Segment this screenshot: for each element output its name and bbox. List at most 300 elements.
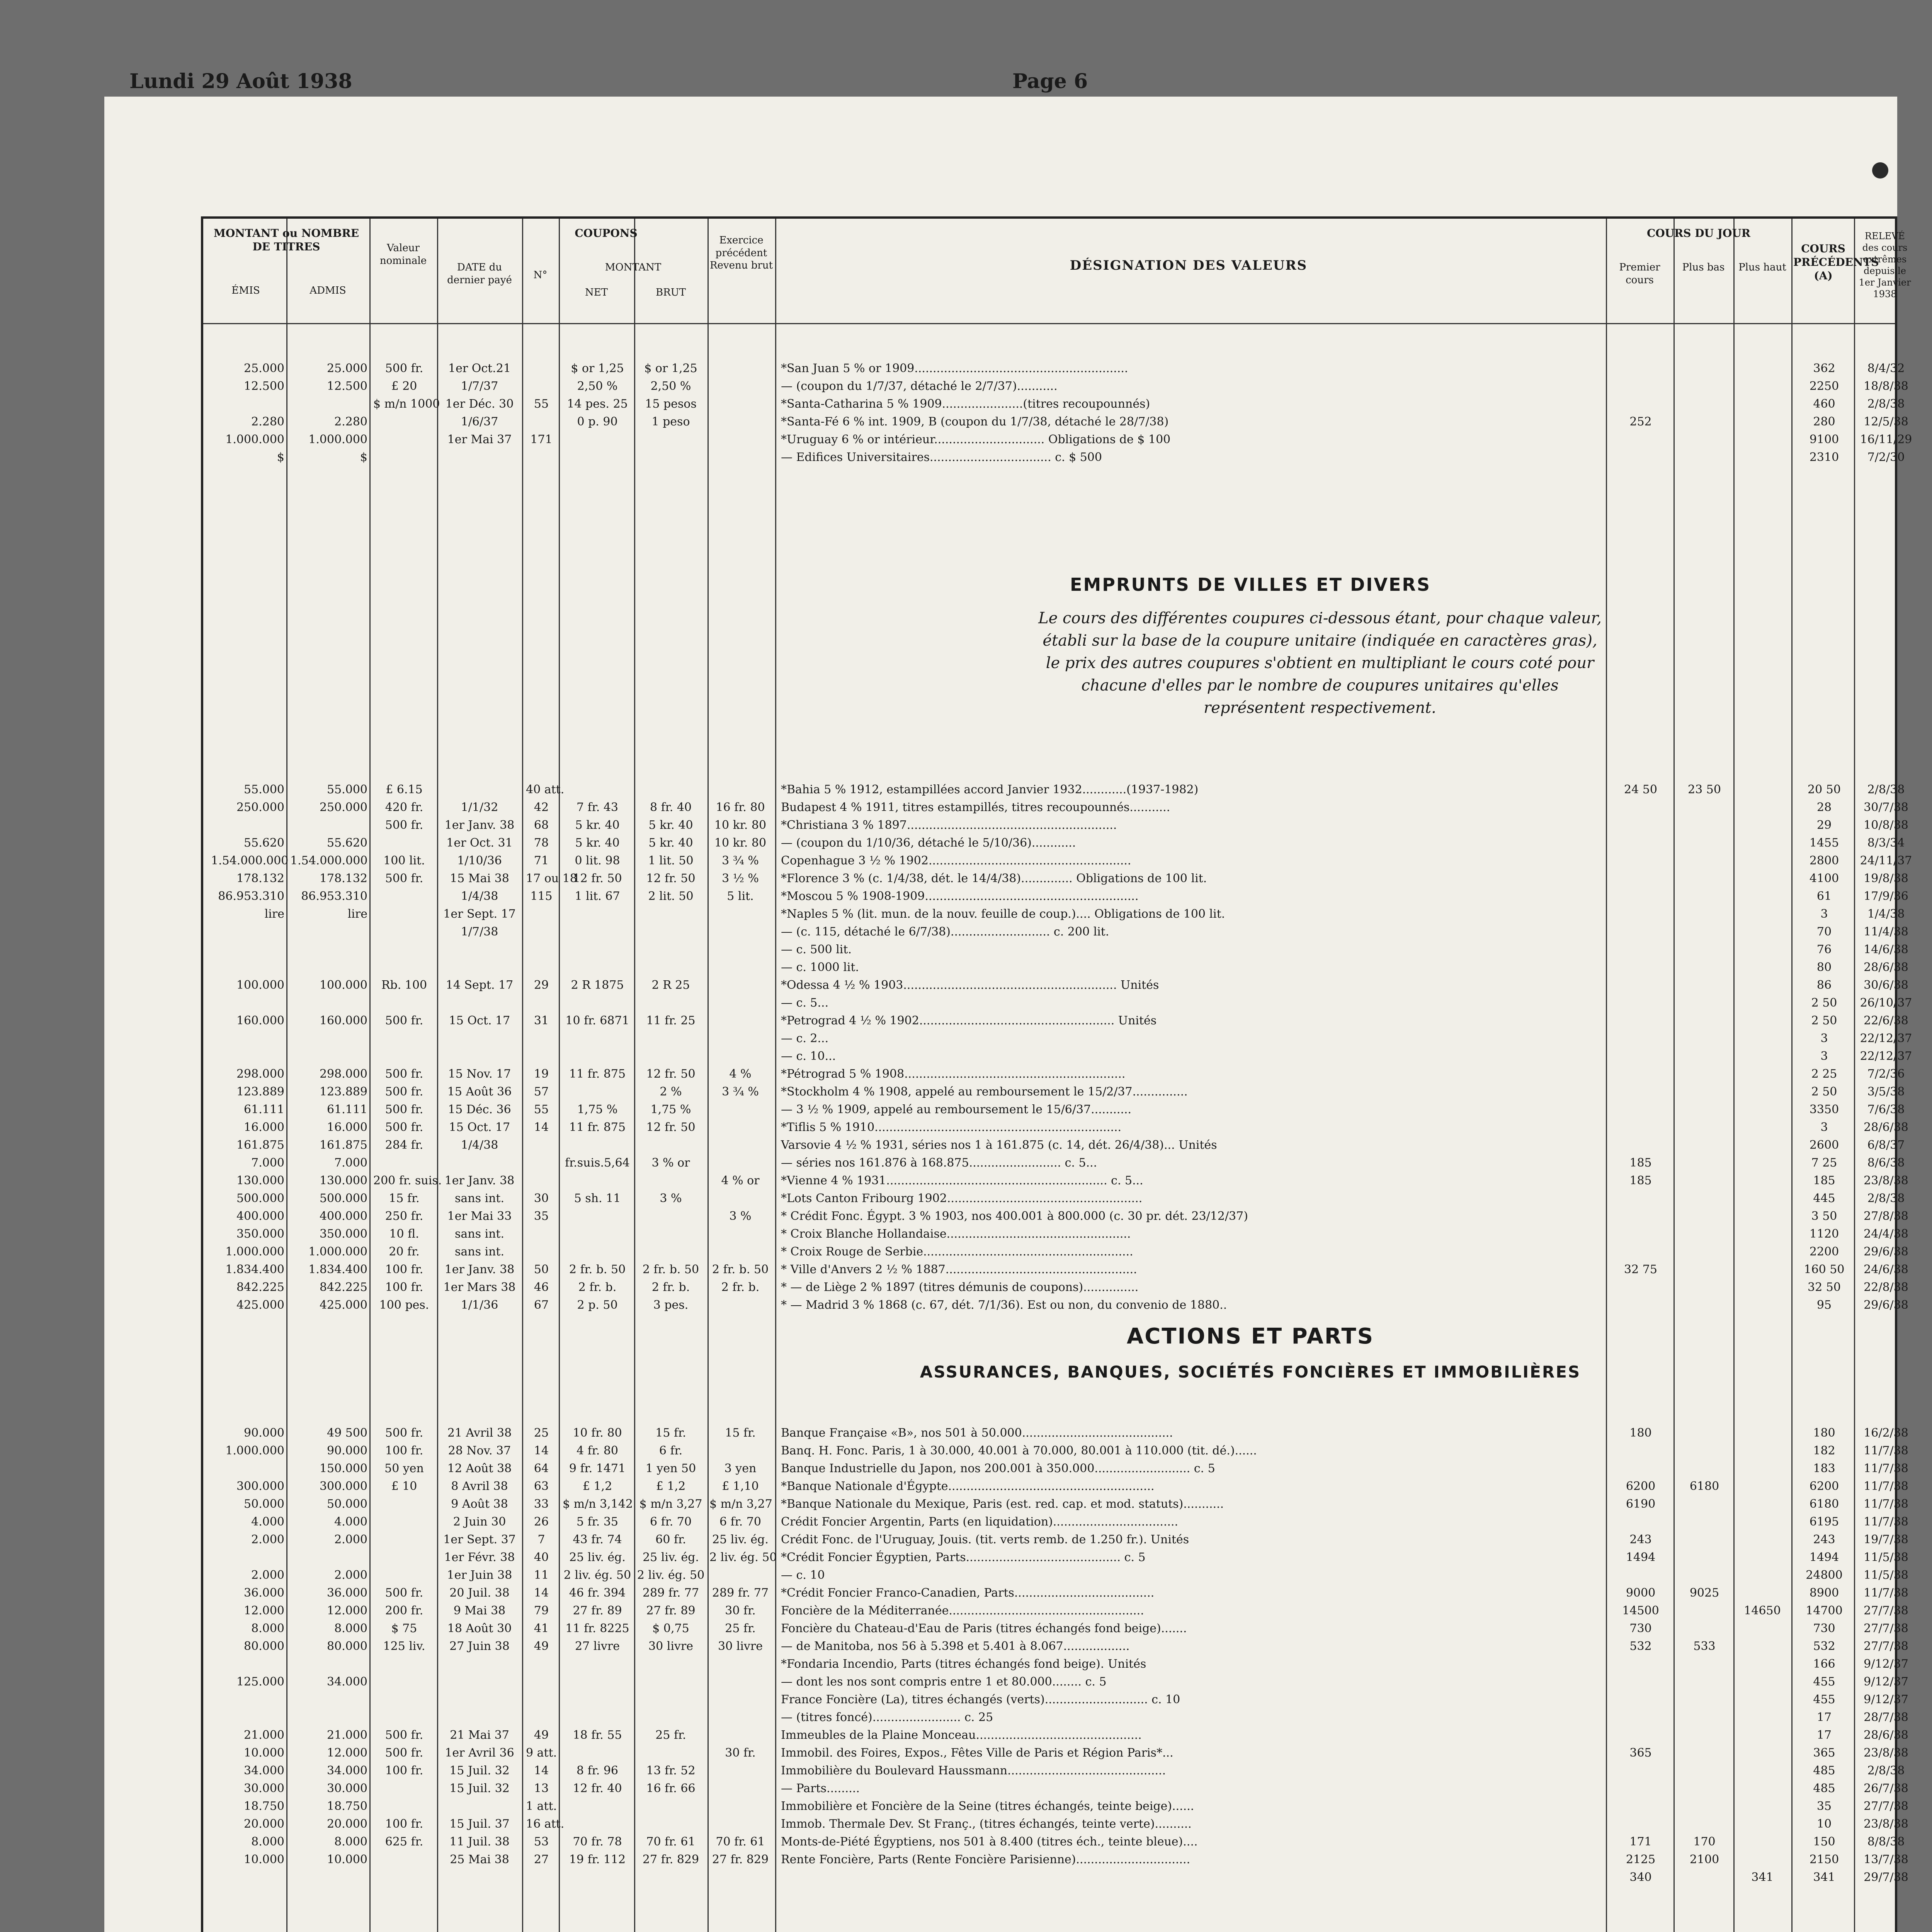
cell-no: 19 — [534, 1067, 549, 1081]
cell-emis: 10.000 — [244, 1746, 284, 1760]
table-row — [203, 1174, 1908, 1192]
cell-rev: 10 kr. 80 — [714, 836, 767, 850]
cell-admis: 1.834.400 — [308, 1263, 367, 1276]
cell-no: 46 — [534, 1281, 549, 1294]
cell-prec: 2 50 — [1811, 1085, 1837, 1099]
table-row — [203, 1622, 1908, 1639]
cell-emis: 16.000 — [244, 1121, 284, 1134]
cell-brut: 5 kr. 40 — [648, 836, 693, 850]
cell-pc: 171 — [1629, 1835, 1652, 1849]
cell-date: 1/1/36 — [461, 1298, 498, 1312]
table-row — [203, 1871, 1908, 1888]
cell-nom: £ 20 — [391, 379, 417, 393]
cell-prec: 2800 — [1809, 854, 1839, 867]
cell-emis: 12.500 — [244, 379, 284, 393]
cell-brut: 11 fr. 25 — [646, 1014, 696, 1027]
cell-nom: 15 fr. — [389, 1192, 420, 1205]
cell-rev: 16 fr. 80 — [716, 801, 765, 814]
cell-des: — 3 ½ % 1909, appelé au remboursement le 15/6/37........... — [781, 1103, 1132, 1116]
cell-emis: 161.875 — [236, 1138, 284, 1152]
cell-emis: 55.000 — [244, 783, 284, 796]
table-row — [203, 1497, 1908, 1515]
cell-des: *Vienne 4 % 1931............................................................ c. 5... — [781, 1174, 1143, 1187]
table-row — [203, 1121, 1908, 1138]
cell-nom: 10 fl. — [389, 1227, 419, 1241]
cell-net: 10 fr. 6871 — [565, 1014, 629, 1027]
cell-brut: 1 peso — [651, 415, 690, 429]
table-row — [203, 1675, 1908, 1693]
cell-nom: 500 fr. — [385, 1586, 423, 1600]
col-emis: ÉMIS — [231, 285, 260, 296]
cell-no: 14 — [534, 1764, 549, 1777]
cell-brut: 70 fr. 61 — [646, 1835, 696, 1849]
cell-pd: 16/2/38 — [1864, 1426, 1908, 1440]
cell-date: 1er Janv. 38 — [444, 1263, 515, 1276]
cell-emis: 1.834.400 — [225, 1263, 284, 1276]
cell-emis: 2.000 — [251, 1533, 284, 1546]
cell-admis: 2.280 — [334, 415, 367, 429]
table-row — [203, 1728, 1908, 1746]
cell-date: 12 Août 38 — [447, 1462, 512, 1475]
cell-brut: 8 fr. 40 — [650, 801, 692, 814]
cell-no: 35 — [534, 1209, 549, 1223]
cell-net: 2 R 1875 — [571, 978, 624, 992]
cell-emis: 1.000.000 — [225, 1245, 284, 1259]
cell-prec: 485 — [1813, 1782, 1835, 1795]
cell-des: Immobilière et Foncière de la Seine (titres échangés, teinte beige)...... — [781, 1799, 1194, 1813]
cell-net: 5 kr. 40 — [575, 836, 620, 850]
cell-date: 1er Sept. 37 — [443, 1533, 516, 1546]
cell-date: 1er Oct. 31 — [446, 836, 513, 850]
cell-pc: 340 — [1629, 1871, 1652, 1884]
cell-date: 1/1/32 — [461, 801, 498, 814]
cell-nom: 500 fr. — [385, 872, 423, 885]
cell-admis: 1.54.000.000 — [290, 854, 368, 867]
cell-admis: 1.000.000 — [308, 433, 367, 446]
cell-prec: 532 — [1813, 1639, 1835, 1653]
cell-des: Crédit Foncier Argentin, Parts (en liquidation).................................. — [781, 1515, 1179, 1529]
cell-nom: Rb. 100 — [381, 978, 427, 992]
cell-brut: 25 fr. — [655, 1728, 686, 1742]
section-assurances: ASSURANCES, BANQUES, SOCIÉTÉS FONCIÈRES ET IMMOBILIÈRES — [920, 1362, 1581, 1381]
cell-emis: 100.000 — [236, 978, 284, 992]
cell-admis: 7.000 — [334, 1156, 367, 1170]
cell-brut: 2 fr. b. 50 — [642, 1263, 699, 1276]
cell-nom: £ 10 — [391, 1480, 417, 1493]
table-row — [203, 1067, 1905, 1085]
table-row — [203, 1853, 1908, 1871]
cell-nom: $ m/n 1000 — [373, 397, 440, 411]
table-row — [203, 1245, 1908, 1263]
cell-rev: £ 1,10 — [722, 1480, 759, 1493]
cell-nom: 50 yen — [384, 1462, 424, 1475]
cell-net: 5 sh. 11 — [574, 1192, 621, 1205]
cell-prec: 183 — [1813, 1462, 1835, 1475]
cell-prec: 17 — [1816, 1711, 1832, 1724]
cell-no: 55 — [534, 1103, 549, 1116]
col-releve: RELEVÉ des cours extrêmes depuis le 1er Janvier 1938 — [1859, 231, 1911, 299]
cell-date: 28 Nov. 37 — [448, 1444, 511, 1458]
cell-des: — (titres foncé)........................ c. 25 — [781, 1711, 993, 1724]
cell-pb: 23 50 — [1688, 783, 1721, 796]
cell-date: 15 Juil. 32 — [449, 1764, 510, 1777]
col-premier: Premier cours — [1619, 262, 1660, 286]
cell-emis: 12.000 — [244, 1604, 284, 1617]
cell-date: 1er Juin 38 — [447, 1568, 512, 1582]
cell-brut: 1 yen 50 — [645, 1462, 696, 1475]
cell-pd: 23/8/38 — [1864, 1817, 1908, 1831]
cell-admis: 55.000 — [327, 783, 367, 796]
cell-pc: 730 — [1629, 1622, 1652, 1635]
cell-prec: 166 — [1813, 1657, 1835, 1671]
cell-brut: 1 lit. 50 — [648, 854, 694, 867]
table-row — [203, 1014, 1908, 1032]
cell-prec: 20 50 — [1808, 783, 1841, 796]
cell-prec: 2310 — [1809, 451, 1839, 464]
cell-net: 10 fr. 80 — [573, 1426, 622, 1440]
cell-date: 1er Janv. 38 — [444, 1174, 515, 1187]
col-exercice: Exercice précédent Revenu brut — [709, 235, 773, 271]
table-row — [203, 978, 1908, 996]
cell-pd: 2/8/38 — [1867, 1192, 1905, 1205]
cell-admis: 160.000 — [319, 1014, 367, 1027]
cell-brut: 13 fr. 52 — [646, 1764, 696, 1777]
table-row — [203, 1281, 1908, 1298]
cell-emis: 4.000 — [251, 1515, 284, 1529]
cell-net: 11 fr. 875 — [569, 1121, 626, 1134]
cell-prec: 3350 — [1809, 1103, 1839, 1116]
cell-des: *Lots Canton Fribourg 1902..................................................... — [781, 1192, 1143, 1205]
cell-pd: 9/12/37 — [1864, 1693, 1908, 1706]
cell-emis: 298.000 — [236, 1067, 284, 1081]
cell-nom: 100 fr. — [385, 1281, 423, 1294]
cell-net: 1 lit. 67 — [575, 889, 620, 903]
cell-admis: 50.000 — [327, 1497, 367, 1511]
cell-no: 14 — [534, 1444, 549, 1458]
table-row — [203, 1817, 1908, 1835]
cell-pd: 28/6/38 — [1864, 1728, 1908, 1742]
cell-prec: 32 50 — [1808, 1281, 1841, 1294]
cell-prec: 455 — [1813, 1693, 1835, 1706]
col-brut: BRUT — [656, 287, 686, 298]
cell-date: 11 Juil. 38 — [449, 1835, 510, 1849]
cell-admis: 21.000 — [327, 1728, 367, 1742]
table-row — [203, 872, 1908, 889]
cell-des: *Odessa 4 ½ % 1903.......................................................... Unités — [781, 978, 1159, 992]
section-emprunts-note: Le cours des différentes coupures ci-dessous étant, pour chaque valeur, établi sur la base de la coupure unitaire (indiquée en caractères gras), le prix des autres coupures s'obtient en multipliant le cours coté pour chacune d'elles par le nombre de coupures unitaires qu'elles représentent respectivement. — [1038, 609, 1602, 717]
cell-pb: 170 — [1693, 1835, 1716, 1849]
cell-des: Banque Française «B», nos 501 à 50.000......................................... — [781, 1426, 1173, 1440]
cell-no: 27 — [534, 1853, 549, 1866]
cell-pd: 11/7/38 — [1864, 1462, 1908, 1475]
table-row — [203, 1103, 1905, 1121]
table-row — [203, 1085, 1905, 1103]
cell-pd: 2/8/38 — [1867, 397, 1905, 411]
cell-pd: 27/7/38 — [1864, 1604, 1908, 1617]
table-row — [203, 1782, 1908, 1799]
cell-net: 1,75 % — [577, 1103, 618, 1116]
cell-pc: 6200 — [1626, 1480, 1656, 1493]
cell-admis: 25.000 — [327, 362, 367, 375]
cell-prec: 460 — [1813, 397, 1835, 411]
cell-brut: 12 fr. 50 — [646, 1067, 696, 1081]
cell-pd: 27/7/38 — [1864, 1639, 1908, 1653]
cell-brut: $ or 1,25 — [644, 362, 697, 375]
cell-pd: 30/6/38 — [1864, 978, 1908, 992]
cell-emis: 842.225 — [236, 1281, 284, 1294]
cell-brut: 2 fr. b. — [651, 1281, 690, 1294]
cell-pd: 12/5/38 — [1864, 415, 1908, 429]
cell-prec: 185 — [1813, 1174, 1835, 1187]
cell-nom: 500 fr. — [385, 1103, 423, 1116]
cell-admis: 178.132 — [319, 872, 367, 885]
cell-emis: 160.000 — [236, 1014, 284, 1027]
cell-prec: 150 — [1813, 1835, 1835, 1849]
cell-emis: 10.000 — [244, 1853, 284, 1866]
cell-pc: 252 — [1629, 415, 1652, 429]
cell-pd: 11/7/38 — [1864, 1480, 1908, 1493]
cell-prec: 2 50 — [1811, 996, 1837, 1010]
cell-no: 78 — [534, 836, 549, 850]
cell-des: Immobilière du Boulevard Haussmann........................................... — [781, 1764, 1166, 1777]
cell-des: *Crédit Foncier Franco-Canadien, Parts...................................... — [781, 1586, 1155, 1600]
table-row — [203, 379, 1908, 397]
table-row — [203, 1657, 1908, 1675]
section-emprunts: EMPRUNTS DE VILLES ET DIVERS — [1070, 574, 1431, 595]
cell-net: 2 fr. b. — [578, 1281, 617, 1294]
cell-no: 50 — [534, 1263, 549, 1276]
cell-brut: 2,50 % — [650, 379, 691, 393]
cell-admis: 250.000 — [319, 801, 367, 814]
cell-des: * Crédit Fonc. Égypt. 3 % 1903, nos 400.001 à 800.000 (c. 30 pr. dét. 23/12/37) — [781, 1209, 1248, 1223]
cell-rev: 30 fr. — [725, 1746, 756, 1760]
cell-no: 49 — [534, 1728, 549, 1742]
cell-net: $ m/n 3,142 — [563, 1497, 633, 1511]
cell-des: — dont les nos sont compris entre 1 et 80.000........ c. 5 — [781, 1675, 1107, 1689]
cell-emis: 30.000 — [244, 1782, 284, 1795]
cell-admis: 80.000 — [327, 1639, 367, 1653]
cell-net: 18 fr. 55 — [573, 1728, 622, 1742]
cell-des: — séries nos 161.876 à 168.875......................... c. 5... — [781, 1156, 1097, 1170]
cell-date: 18 Août 30 — [447, 1622, 512, 1635]
cell-admis: 2.000 — [334, 1568, 367, 1582]
cell-pd: 8/6/38 — [1867, 1156, 1905, 1170]
cell-pc: 2125 — [1626, 1853, 1656, 1866]
cell-pc: 32 75 — [1624, 1263, 1657, 1276]
cell-prec: 1455 — [1809, 836, 1839, 850]
cell-nom: 100 fr. — [385, 1764, 423, 1777]
table-row — [203, 961, 1908, 978]
cell-prec: 3 — [1820, 1121, 1828, 1134]
cell-rev: 10 kr. 80 — [714, 818, 767, 832]
cell-rev: 4 % — [729, 1067, 752, 1081]
cell-admis: 100.000 — [319, 978, 367, 992]
cell-prec: 28 — [1816, 801, 1832, 814]
cell-des: — (coupon du 1/10/36, détaché le 5/10/36)............ — [781, 836, 1076, 850]
cell-nom: 100 fr. — [385, 1263, 423, 1276]
cell-date: 9 Août 38 — [451, 1497, 508, 1511]
cell-prec: 9100 — [1809, 433, 1839, 446]
cell-date: sans int. — [454, 1245, 505, 1259]
cell-rev: 3 ½ % — [722, 872, 759, 885]
cell-brut: 16 fr. 66 — [646, 1782, 696, 1795]
cell-emis: 2.000 — [251, 1568, 284, 1582]
cell-des: *Tiflis 5 % 1910................................................................... — [781, 1121, 1122, 1134]
cell-des: *Stockholm 4 % 1908, appelé au remboursement le 15/2/37............... — [781, 1085, 1188, 1099]
cell-date: 1er Mai 33 — [447, 1209, 512, 1223]
cell-nom: $ 75 — [391, 1622, 417, 1635]
cell-des: — c. 5... — [781, 996, 829, 1010]
cell-pd: 27/7/38 — [1864, 1799, 1908, 1813]
cell-pd: 11/4/38 — [1864, 925, 1908, 939]
cell-no: 68 — [534, 818, 549, 832]
cell-prec: 6195 — [1809, 1515, 1839, 1529]
cell-brut: 25 liv. ég. — [643, 1551, 699, 1564]
cell-net: 9 fr. 1471 — [569, 1462, 626, 1475]
col-net: NET — [585, 287, 608, 298]
cell-net: 11 fr. 875 — [569, 1067, 626, 1081]
cell-brut: 3 % or — [651, 1156, 690, 1170]
cell-prec: 341 — [1813, 1871, 1835, 1884]
cell-des: Foncière du Chateau-d'Eau de Paris (titres échangés fond beige)....... — [781, 1622, 1187, 1635]
cell-admis: $ — [360, 451, 367, 464]
cell-emis: 90.000 — [244, 1426, 284, 1440]
cell-no: 115 — [530, 889, 553, 903]
cell-date: 15 Mai 38 — [450, 872, 509, 885]
cell-rev: $ m/n 3,27 — [709, 1497, 772, 1511]
cell-pd: 7/6/38 — [1867, 1103, 1905, 1116]
cell-prec: 362 — [1813, 362, 1835, 375]
cell-nom: 500 fr. — [385, 1014, 423, 1027]
cell-admis: 400.000 — [319, 1209, 367, 1223]
table-row — [203, 836, 1905, 854]
cell-date: 15 Juil. 37 — [449, 1817, 510, 1831]
cell-admis: 34.000 — [327, 1675, 367, 1689]
cell-prec: 6180 — [1809, 1497, 1839, 1511]
cell-date: 1/7/38 — [461, 925, 498, 939]
cell-pd: 22/12/37 — [1860, 1032, 1912, 1045]
cell-pc: 14500 — [1622, 1604, 1659, 1617]
cell-prec: 76 — [1816, 943, 1832, 956]
cell-admis: 34.000 — [327, 1764, 367, 1777]
col-no: N° — [533, 269, 548, 281]
cell-pc: 365 — [1629, 1746, 1652, 1760]
cell-emis: 80.000 — [244, 1639, 284, 1653]
cell-no: 79 — [534, 1604, 549, 1617]
cell-emis: 2.280 — [251, 415, 284, 429]
cell-date: 1/7/37 — [461, 379, 498, 393]
cell-emis: 34.000 — [244, 1764, 284, 1777]
cell-pd: 7/2/36 — [1867, 1067, 1905, 1081]
cell-rev: 15 fr. — [725, 1426, 756, 1440]
cell-prec: 35 — [1816, 1799, 1832, 1813]
cell-emis: 350.000 — [236, 1227, 284, 1241]
cell-admis: 12.000 — [327, 1604, 367, 1617]
cell-date: 15 Nov. 17 — [448, 1067, 511, 1081]
cell-emis: 8.000 — [251, 1835, 284, 1849]
ink-blot-icon — [1872, 162, 1888, 179]
cell-nom: 100 fr. — [385, 1444, 423, 1458]
cell-des: — (coupon du 1/7/37, détaché le 2/7/37)........... — [781, 379, 1058, 393]
col-valeur: Valeur nominale — [379, 242, 427, 267]
cell-admis: 12.500 — [327, 379, 367, 393]
table-row — [203, 1480, 1908, 1497]
cell-des: * — Madrid 3 % 1868 (c. 67, dét. 7/1/36). Est ou non, du convenio de 1880.. — [781, 1298, 1227, 1312]
cell-brut: 30 livre — [648, 1639, 693, 1653]
cell-rev: 25 fr. — [725, 1622, 756, 1635]
cell-des: *Santa-Catharina 5 % 1909......................(titres recoupounnés) — [781, 397, 1150, 411]
table-row — [203, 907, 1905, 925]
table-row — [203, 1764, 1905, 1782]
cell-ph: 341 — [1751, 1871, 1774, 1884]
cell-prec: 6200 — [1809, 1480, 1839, 1493]
cell-des: *Uruguay 6 % or intérieur.............................. Obligations de $ 100 — [781, 433, 1171, 446]
cell-brut: 2 % — [660, 1085, 682, 1099]
cell-des: Foncière de la Méditerranée..................................................... — [781, 1604, 1144, 1617]
cell-admis: 90.000 — [327, 1444, 367, 1458]
cell-prec: 2250 — [1809, 379, 1839, 393]
cell-prec: 160 50 — [1804, 1263, 1845, 1276]
table-row — [203, 818, 1908, 836]
cell-pd: 16/11/29 — [1860, 433, 1912, 446]
cell-admis: 842.225 — [319, 1281, 367, 1294]
section-actions: ACTIONS ET PARTS — [1126, 1324, 1374, 1349]
cell-rev: 3 yen — [724, 1462, 757, 1475]
table-row — [203, 1032, 1912, 1049]
table-row — [203, 362, 1905, 379]
cell-no: 25 — [534, 1426, 549, 1440]
cell-pd: 8/4/32 — [1867, 362, 1905, 375]
cell-net: 2 p. 50 — [577, 1298, 618, 1312]
cell-net: 5 fr. 35 — [576, 1515, 619, 1529]
cell-admis: 350.000 — [319, 1227, 367, 1241]
cell-prec: 70 — [1816, 925, 1832, 939]
table-row — [203, 1799, 1908, 1817]
cell-des: *Moscou 5 % 1908-1909.......................................................... — [781, 889, 1139, 903]
cell-admis: 61.111 — [327, 1103, 367, 1116]
cell-pd: 11/5/38 — [1864, 1568, 1908, 1582]
cell-date: 15 Juil. 32 — [449, 1782, 510, 1795]
cell-brut: 2 R 25 — [651, 978, 690, 992]
cell-rev: 6 fr. 70 — [719, 1515, 762, 1529]
cell-prec: 10 — [1816, 1817, 1832, 1831]
cell-date: 1/10/36 — [457, 854, 502, 867]
cell-admis: 8.000 — [334, 1622, 367, 1635]
cell-nom: 125 liv. — [383, 1639, 425, 1653]
cell-net: 14 pes. 25 — [567, 397, 628, 411]
table-row — [203, 996, 1912, 1014]
cell-des: Crédit Fonc. de l'Uruguay, Jouis. (tit. verts remb. de 1.250 fr.). Unités — [781, 1533, 1189, 1546]
cell-pd: 29/6/38 — [1864, 1298, 1908, 1312]
cell-des: *Florence 3 % (c. 1/4/38, dét. le 14/4/38).............. Obligations de 100 lit. — [781, 872, 1207, 885]
cell-rev: 2 liv. ég. 50 — [709, 1551, 777, 1564]
cell-no: 31 — [534, 1014, 549, 1027]
cell-pb: 9025 — [1689, 1586, 1719, 1600]
cell-admis: 161.875 — [319, 1138, 367, 1152]
cell-prec: 730 — [1813, 1622, 1835, 1635]
cell-des: Banq. H. Fonc. Paris, 1 à 30.000, 40.001 à 70.000, 80.001 à 110.000 (tit. dé.)...... — [781, 1444, 1257, 1458]
cell-prec: 14700 — [1806, 1604, 1843, 1617]
cell-emis: 20.000 — [244, 1817, 284, 1831]
cell-des: * Ville d'Anvers 2 ½ % 1887.................................................... — [781, 1263, 1137, 1276]
table-row — [203, 801, 1908, 818]
cell-brut: 5 kr. 40 — [648, 818, 693, 832]
cell-date: sans int. — [454, 1227, 505, 1241]
cell-prec: 485 — [1813, 1764, 1835, 1777]
cell-net: 8 fr. 96 — [576, 1764, 619, 1777]
cell-brut: 6 fr. — [659, 1444, 683, 1458]
cell-date: 8 Avril 38 — [451, 1480, 508, 1493]
